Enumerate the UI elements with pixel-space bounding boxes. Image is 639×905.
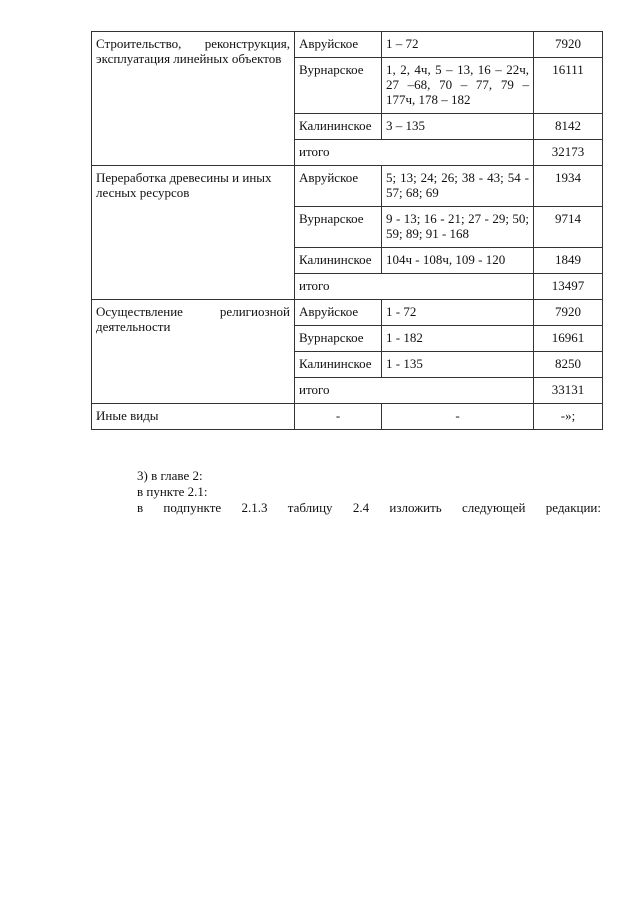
table-row-other bbox=[92, 404, 603, 430]
area-cell: 8250 bbox=[534, 352, 603, 378]
forestry-cell: Калининское bbox=[295, 248, 382, 274]
forestry-cell: Вурнарское bbox=[295, 207, 382, 248]
table-row bbox=[92, 300, 603, 326]
area-cell: 1849 bbox=[534, 248, 603, 274]
table-row bbox=[92, 166, 603, 207]
quarters-cell: 1 - 135 bbox=[382, 352, 534, 378]
clause-line: в пункте 2.1: bbox=[137, 484, 208, 499]
forestry-cell: Вурнарское bbox=[295, 58, 382, 114]
area-cell: 1934 bbox=[534, 166, 603, 207]
activity-cell: Строительство, реконструкция, эксплуатация линейных объектов bbox=[92, 32, 295, 166]
total-area-cell: 13497 bbox=[534, 274, 603, 300]
quarters-cell: 5; 13; 24; 26; 38 - 43; 54 - 57; 68; 69 bbox=[382, 166, 534, 207]
table-row bbox=[92, 32, 603, 58]
subclause-line: в подпункте 2.1.3 таблицу 2.4 изложить следующей редакции: bbox=[137, 500, 601, 515]
forestry-cell: Авруйское bbox=[295, 32, 382, 58]
forestry-cell: Авруйское bbox=[295, 300, 382, 326]
forestry-cell: Вурнарское bbox=[295, 326, 382, 352]
area-cell: 16111 bbox=[534, 58, 603, 114]
area-cell: -»; bbox=[534, 404, 603, 430]
quarters-cell: 1 - 182 bbox=[382, 326, 534, 352]
forestry-cell: Калининское bbox=[295, 114, 382, 140]
area-cell: 7920 bbox=[534, 32, 603, 58]
total-area-cell: 32173 bbox=[534, 140, 603, 166]
quarters-cell: 3 – 135 bbox=[382, 114, 534, 140]
total-area-cell: 33131 bbox=[534, 378, 603, 404]
forestry-cell: Авруйское bbox=[295, 166, 382, 207]
quarters-cell: 1 - 72 bbox=[382, 300, 534, 326]
activity-cell: Переработка древесины и иных лесных ресурсов bbox=[92, 166, 295, 300]
forestry-cell: Калининское bbox=[295, 352, 382, 378]
quarters-cell: 1, 2, 4ч, 5 – 13, 16 – 22ч, 27 –68, 70 – 77, 79 – 177ч, 178 – 182 bbox=[382, 58, 534, 114]
forest-use-table bbox=[91, 31, 603, 430]
area-cell: 8142 bbox=[534, 114, 603, 140]
activity-cell: Осуществление религиозной деятельности bbox=[92, 300, 295, 404]
total-label-cell: итого bbox=[295, 274, 534, 300]
amendment-text bbox=[137, 468, 601, 516]
total-label-cell: итого bbox=[295, 378, 534, 404]
quarters-cell: - bbox=[382, 404, 534, 430]
area-cell: 7920 bbox=[534, 300, 603, 326]
area-cell: 16961 bbox=[534, 326, 603, 352]
chapter-line: 3) в главе 2: bbox=[137, 468, 203, 483]
activity-cell: Иные виды bbox=[92, 404, 295, 430]
area-cell: 9714 bbox=[534, 207, 603, 248]
quarters-cell: 9 - 13; 16 - 21; 27 - 29; 50; 59; 89; 91 - 168 bbox=[382, 207, 534, 248]
quarters-cell: 1 – 72 bbox=[382, 32, 534, 58]
forestry-cell: - bbox=[295, 404, 382, 430]
quarters-cell: 104ч - 108ч, 109 - 120 bbox=[382, 248, 534, 274]
total-label-cell: итого bbox=[295, 140, 534, 166]
